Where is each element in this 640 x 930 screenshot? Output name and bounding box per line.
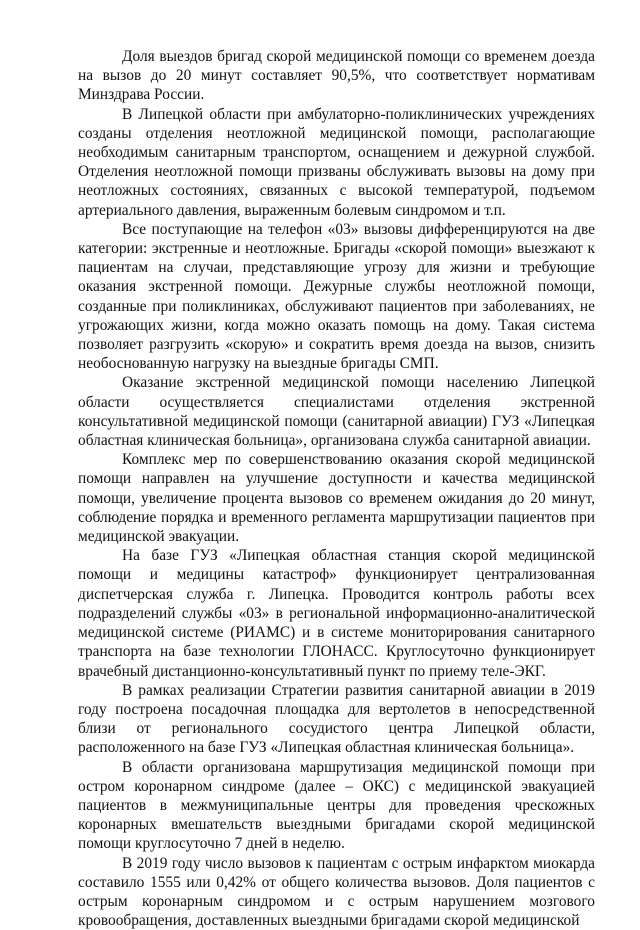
paragraph: В области организована маршрутизация медицинской помощи при остром коронарном синдроме (далее – ОКС) с медицинской эвакуацией пациентов в межмуниципальные центры для проведения чрескожных коронарных вмешательств выездными бригадами скорой медицинской помощи круглосуточно 7 дней в неделю. bbox=[78, 758, 595, 853]
paragraph: Комплекс мер по совершенствованию оказания скорой медицинской помощи направлен на улучшение доступности и качества медицинской помощи, увеличение процента вызовов со временем ожидания до 20 минут, соблюдение порядка и временного регламента маршрутизации пациентов при медицинской эвакуации. bbox=[78, 451, 595, 546]
paragraph: На базе ГУЗ «Липецкая областная станция скорой медицинской помощи и медицины катастроф» функционирует централизованная диспетчерская служба г. Липецка. Проводится контроль работы всех подразделений службы «03» в региональной информационно-аналитической медицинской системе (РИАМС) и в системе мониторирования санитарного транспорта на базе технологии ГЛОНАСС. Круглосуточно функционирует врачебный дистанционно-консультативный пункт по приему теле-ЭКГ. bbox=[78, 547, 595, 680]
paragraph: Оказание экстренной медицинской помощи населению Липецкой области осуществляется специалистами отделения экстренной консультативной медицинской помощи (санитарной авиации) ГУЗ «Липецкая областная клиническая больница», организована служба санитарной авиации. bbox=[78, 374, 595, 450]
paragraph: Доля выездов бригад скорой медицинской помощи со временем доезда на вызов до 20 минут составляет 90,5%, что соответствует нормативам Минздрава России. bbox=[78, 48, 595, 104]
paragraph: В 2019 году число вызовов к пациентам с острым инфарктом миокарда составило 1555 или 0,42% от общего количества вызовов. Доля пациентов с острым коронарным синдромом и с острым нарушением мозгового кровообращения, доставленных выездными бригадами скорой медицинской bbox=[78, 854, 595, 930]
document-body bbox=[78, 47, 595, 930]
paragraph: Все поступающие на телефон «03» вызовы дифференцируются на две категории: экстренные и неотложные. Бригады «скорой помощи» выезжают к пациентам на случаи, представляющие угрозу для жизни и требующие оказания экстренной помощи. Дежурные службы неотложной помощи, созданные при поликлиниках, обслуживают пациентов при заболеваниях, не угрожающих жизни, когда можно оказать помощь на дому. Такая система позволяет разгрузить «скорую» и сократить время доезда на вызов, снизить необоснованную нагрузку на выездные бригады СМП. bbox=[78, 220, 595, 373]
paragraph: В Липецкой области при амбулаторно-поликлинических учреждениях созданы отделения неотложной медицинской помощи, располагающие необходимым санитарным транспортом, оснащением и дежурной службой. Отделения неотложной помощи призваны обслуживать вызовы на дому при неотложных состояниях, связанных с высокой температурой, подъемом артериального давления, выраженным болевым синдромом и т.п. bbox=[78, 105, 595, 219]
paragraph: В рамках реализации Стратегии развития санитарной авиации в 2019 году построена посадочная площадка для вертолетов в непосредственной близи от регионального сосудистого центра Липецкой области, расположенного на базе ГУЗ «Липецкая областная клиническая больница». bbox=[78, 681, 595, 757]
